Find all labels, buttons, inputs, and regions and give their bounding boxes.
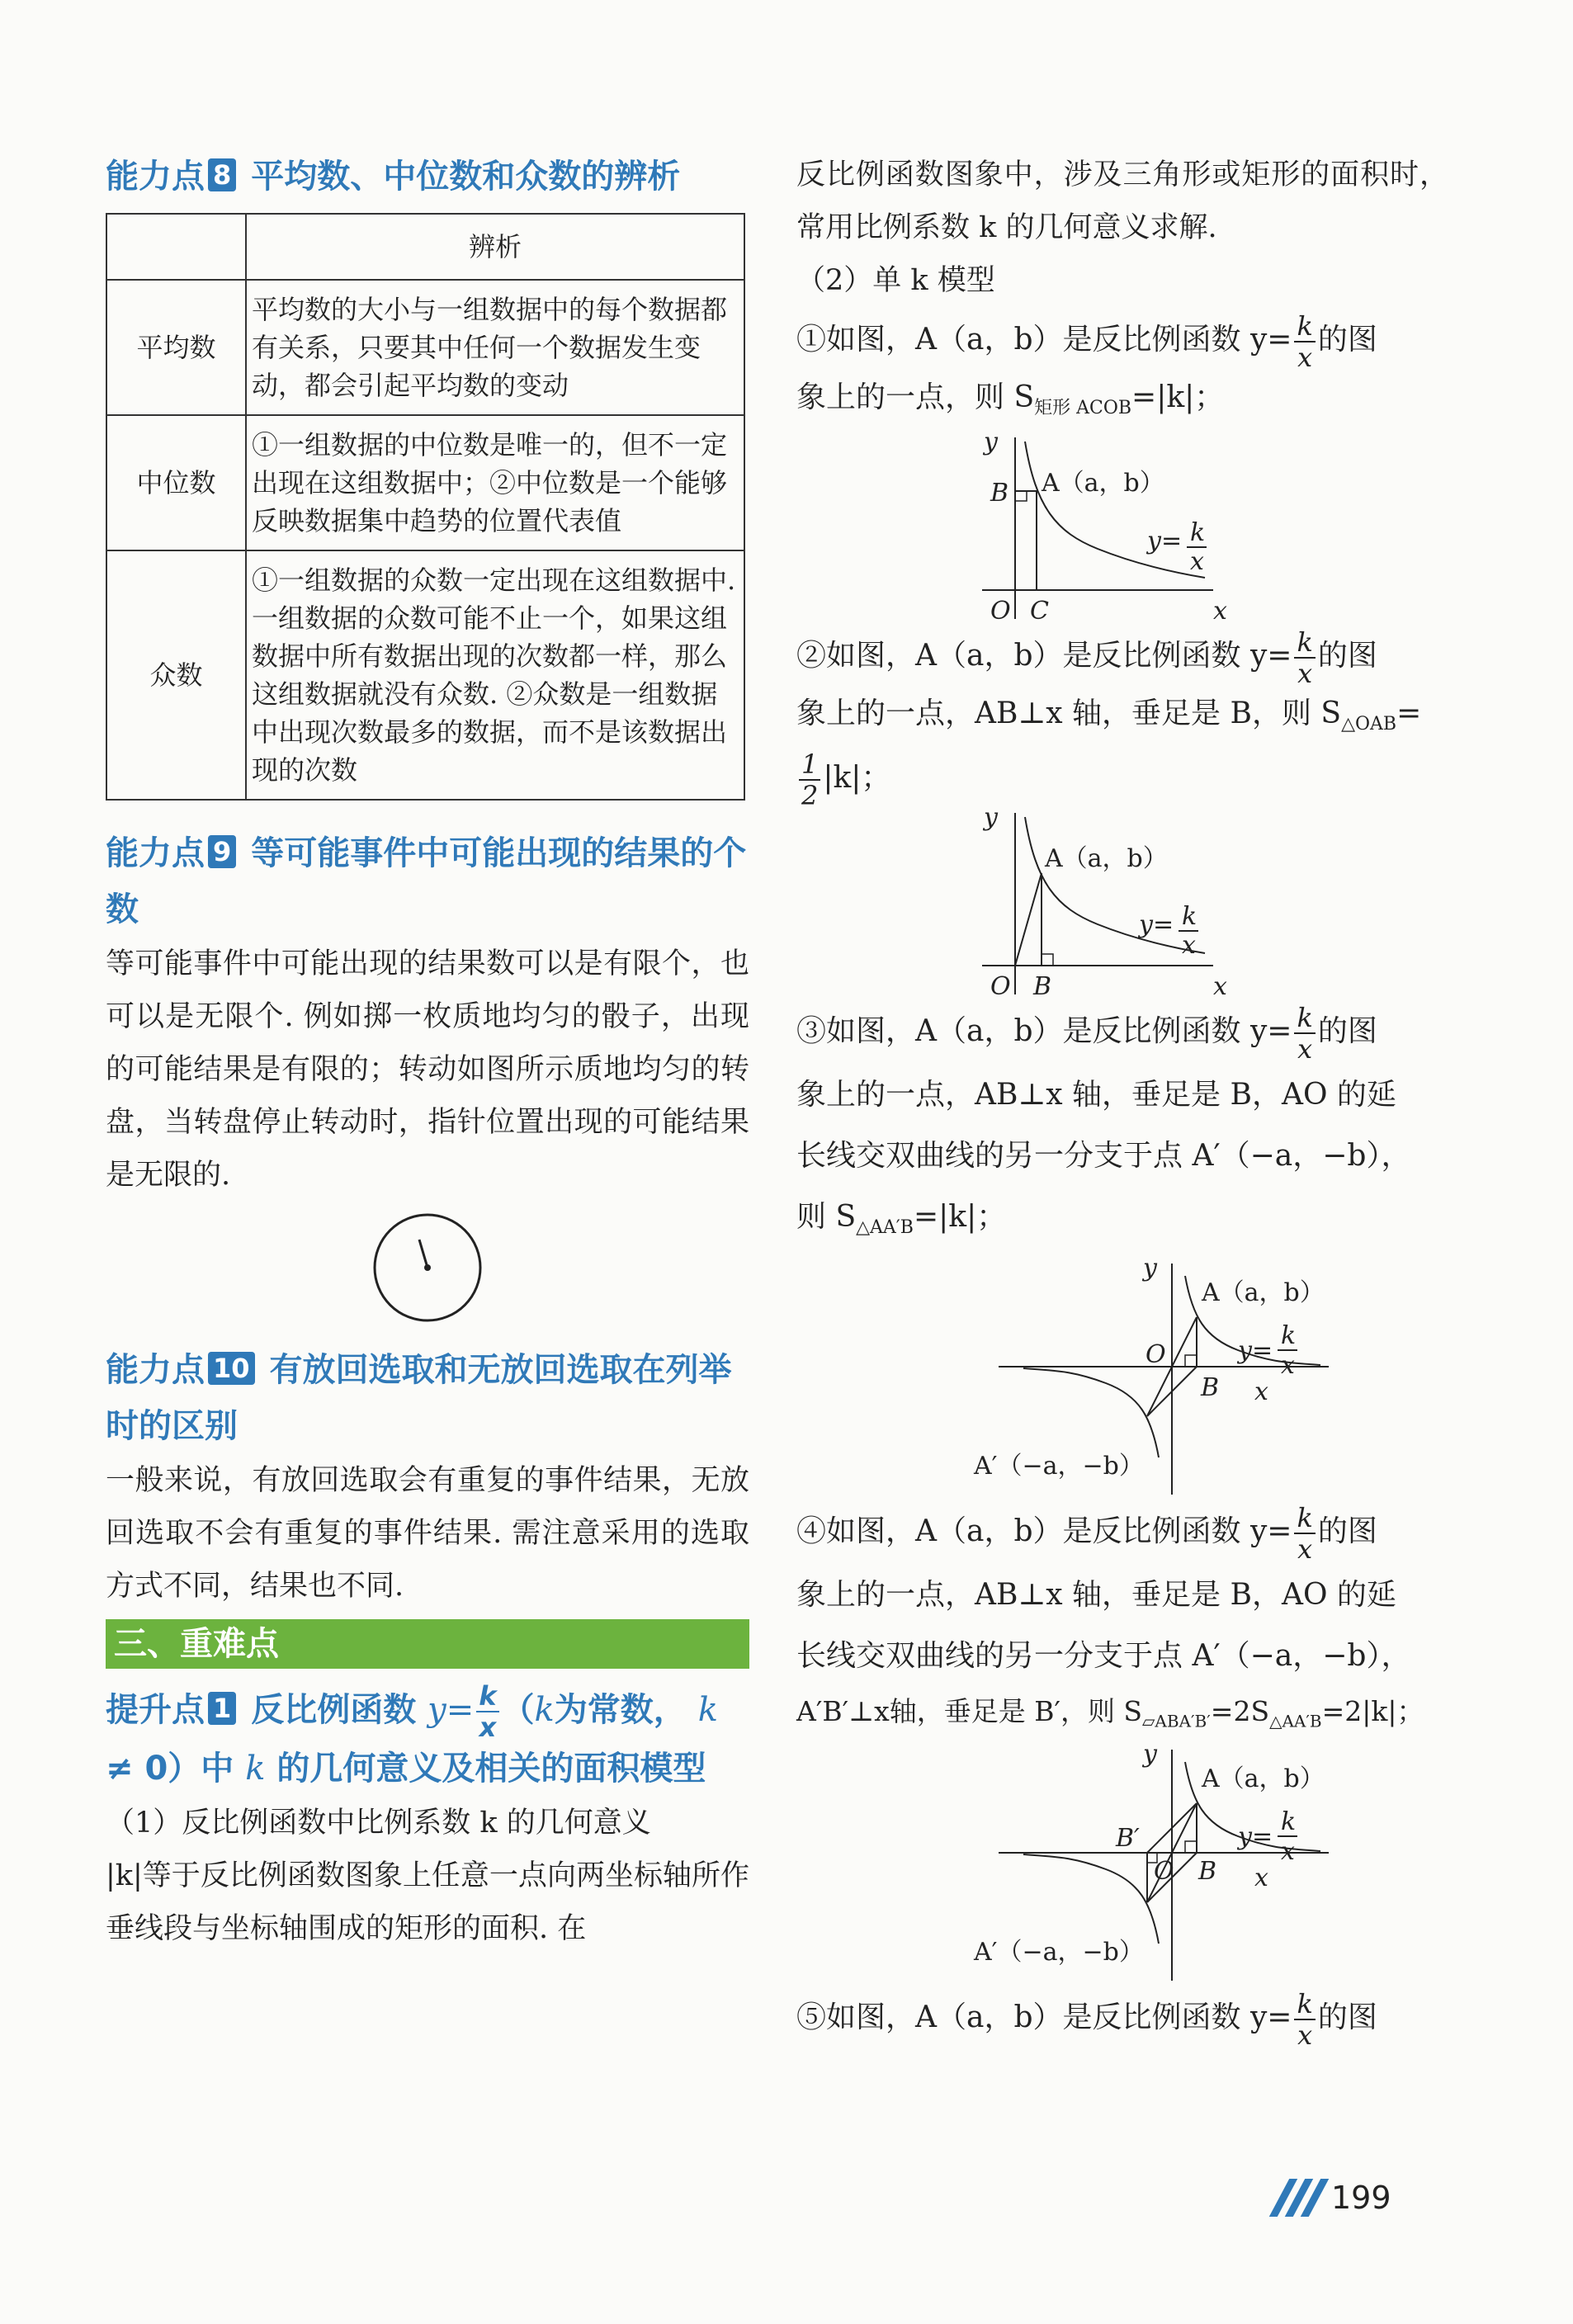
frac-numerator: k bbox=[476, 1683, 498, 1712]
table-header-row bbox=[106, 214, 744, 280]
point-label-o: O bbox=[1146, 1339, 1166, 1369]
figure-4 bbox=[796, 1745, 1448, 1985]
subscript: ▱ABA′B′ bbox=[1142, 1711, 1211, 1731]
item-text: A′B′⊥x轴，垂足是 B′，则 S bbox=[796, 1694, 1143, 1727]
paragraph-sub1b: |k|等于反比例函数图象上任意一点向两坐标轴所作垂线段与坐标轴围成的矩形的面积. 在 bbox=[106, 1859, 749, 1945]
table-row bbox=[106, 550, 744, 800]
comparison-table bbox=[106, 213, 745, 801]
frac-denominator: x bbox=[1297, 342, 1313, 373]
point-label-c: C bbox=[1030, 597, 1049, 624]
fraction-k-over-x bbox=[1294, 310, 1315, 373]
kp-number: 10 bbox=[208, 1352, 255, 1385]
paragraph-kp9: 等可能事件中可能出现的结果数可以是有限个，也可以是无限个. 例如掷一枚质地均匀的骰子，出现的可能结果是有限的；转动如图所示质地均匀的转盘，当转盘停止转动时，指针位置出现的可能结果是无限的. bbox=[106, 947, 749, 1192]
item-text: 的图 bbox=[1317, 323, 1377, 357]
item-4-line: 长线交双曲线的另一分支于点 A′（−a，−b）， bbox=[796, 1638, 1411, 1673]
axis-label-x: x bbox=[1254, 1377, 1268, 1406]
axis-label-y: y bbox=[1143, 1259, 1157, 1282]
curve-label-k: k bbox=[1281, 1320, 1297, 1350]
item-text: 象上的一点，则 S bbox=[796, 380, 1035, 414]
kp-title: 等可能事件中可能出现的结果的个数 bbox=[106, 834, 747, 928]
point-label-b: B bbox=[1198, 1857, 1217, 1887]
figure-3 bbox=[796, 1259, 1448, 1499]
kp-label: 能力点 bbox=[106, 834, 205, 872]
curve-label-x: x bbox=[1182, 931, 1196, 961]
item-3-line bbox=[796, 1187, 1448, 1259]
paragraph-model-heading: （2）单 k 模型 bbox=[796, 264, 995, 297]
point-label-a: A（a，b） bbox=[1202, 1764, 1325, 1794]
item-text: ⑤如图，A（a，b）是反比例函数 y= bbox=[796, 2000, 1292, 2035]
kp-number: 9 bbox=[208, 835, 236, 868]
paragraph-kp10: 一般来说，有放回选取会有重复的事件结果，无放回选取不会有重复的事件结果. 需注意采用的选取方式不同，结果也不同. bbox=[106, 1464, 749, 1603]
table-desc: ①一组数据的众数一定出现在这组数据中. 一组数据的众数可能不止一个，如果这组数据中所有数据出现的次数都一样，那么这组数据就没有众数. ②众数是一组数据中出现次数最多的数据，而不是该数据出现的次数 bbox=[246, 550, 744, 800]
item-2-line bbox=[796, 623, 1448, 689]
frac-denominator: x bbox=[1297, 1033, 1313, 1065]
frac-denominator: 2 bbox=[801, 780, 819, 812]
heading-kp9 bbox=[106, 825, 749, 938]
frac-numerator: k bbox=[1294, 1004, 1315, 1034]
left-column bbox=[106, 149, 749, 1955]
fraction-k-over-x bbox=[1294, 626, 1315, 690]
graph-triangle-aab bbox=[875, 1259, 1370, 1499]
subscript: △AA′B bbox=[1269, 1711, 1322, 1731]
tp-label: 提升点 bbox=[106, 1691, 205, 1729]
point-label-a: A（a，b） bbox=[1045, 844, 1168, 874]
curve-label: y= bbox=[1147, 527, 1183, 556]
item-text: |k|； bbox=[823, 761, 891, 796]
item-text: =2S bbox=[1210, 1694, 1270, 1727]
tp-title-part: 反比例函数 bbox=[251, 1691, 417, 1729]
tp-formula-y: y= bbox=[427, 1691, 475, 1729]
point-label-a: A（a，b） bbox=[1202, 1278, 1325, 1307]
point-label-o: O bbox=[1154, 1857, 1174, 1887]
curve-label-x: x bbox=[1190, 547, 1204, 577]
spinner-figure bbox=[106, 1210, 749, 1334]
point-label-b-prime: B′ bbox=[1116, 1824, 1140, 1854]
curve-label-k: k bbox=[1190, 518, 1206, 548]
point-label-o: O bbox=[990, 972, 1011, 999]
axis-label-x: x bbox=[1213, 597, 1227, 624]
right-column bbox=[796, 149, 1448, 2051]
frac-numerator: k bbox=[1294, 1504, 1315, 1534]
item-text: ①如图，A（a，b）是反比例函数 y= bbox=[796, 323, 1292, 357]
fraction-k-over-x bbox=[1294, 1501, 1315, 1565]
heading-kp10 bbox=[106, 1342, 749, 1454]
item-4-line: 象上的一点，AB⊥x 轴，垂足是 B，AO 的延 bbox=[796, 1577, 1396, 1612]
subscript: △AA′B bbox=[856, 1217, 914, 1239]
frac-numerator: 1 bbox=[799, 751, 820, 781]
item-1-line bbox=[796, 373, 1448, 433]
table-header: 辨析 bbox=[246, 214, 744, 280]
item-text: ②如图，A（a，b）是反比例函数 y= bbox=[796, 639, 1292, 673]
tp-title-part: 为常数， bbox=[554, 1691, 687, 1729]
point-label-b: B bbox=[990, 479, 1009, 508]
tp-number: 1 bbox=[208, 1692, 236, 1725]
table-row bbox=[106, 280, 744, 415]
figure-1 bbox=[796, 433, 1448, 623]
kp-number: 8 bbox=[208, 158, 236, 191]
table-desc: ①一组数据的中位数是唯一的，但不一定出现在这组数据中；②中位数是一个能够反映数据集中趋势的位置代表值 bbox=[246, 415, 744, 550]
subscript: 矩形 ACOB bbox=[1034, 398, 1132, 419]
item-3-line: 长线交双曲线的另一分支于点 A′（−a，−b）， bbox=[796, 1139, 1411, 1174]
kp-label: 能力点 bbox=[106, 158, 205, 196]
page-number-text: 199 bbox=[1331, 2180, 1391, 2216]
fraction-k-over-x bbox=[1294, 1988, 1315, 2052]
item-text: =|k|； bbox=[913, 1200, 1007, 1235]
point-label-a: A（a，b） bbox=[1042, 469, 1164, 498]
graph-triangle-oab bbox=[966, 809, 1279, 999]
item-text: 象上的一点，AB⊥x 轴，垂足是 B，则 S bbox=[796, 697, 1342, 731]
item-text: 的图 bbox=[1317, 639, 1377, 673]
item-text: 的图 bbox=[1317, 1014, 1377, 1049]
page-stripes-icon bbox=[1279, 2179, 1326, 2217]
table-row bbox=[106, 415, 744, 550]
fraction-k-over-x bbox=[476, 1680, 498, 1743]
tp-title-part: 的几何意义及相关的面积模型 bbox=[265, 1750, 706, 1788]
tp-k: k bbox=[697, 1691, 718, 1729]
frac-denominator: x bbox=[479, 1712, 497, 1743]
item-2-line bbox=[796, 689, 1448, 749]
heading-kp8 bbox=[106, 149, 749, 205]
graph-rectangle-acob bbox=[966, 433, 1279, 623]
item-4-line bbox=[796, 1687, 1448, 1746]
section-title: 三、重难点 bbox=[106, 1619, 749, 1669]
axis-label-y: y bbox=[984, 809, 998, 833]
axis-label-x: x bbox=[1213, 972, 1227, 999]
graph-parallelogram bbox=[875, 1745, 1370, 1985]
item-text: =2|k|； bbox=[1321, 1694, 1424, 1727]
frac-numerator: k bbox=[1294, 629, 1315, 659]
point-label-b: B bbox=[1201, 1372, 1220, 1402]
fraction-k-over-x bbox=[1294, 1002, 1315, 1065]
item-text: ④如图，A（a，b）是反比例函数 y= bbox=[796, 1514, 1292, 1548]
table-desc: 平均数的大小与一组数据中的每个数据都有关系，只要其中任何一个数据发生变动，都会引起平均数的变动 bbox=[246, 280, 744, 415]
item-3-line bbox=[796, 999, 1448, 1065]
item-text: = bbox=[1396, 697, 1422, 731]
item-3-line: 象上的一点，AB⊥x 轴，垂足是 B，AO 的延 bbox=[796, 1078, 1396, 1112]
item-text: =|k|； bbox=[1131, 380, 1225, 414]
item-text: ③如图，A（a，b）是反比例函数 y= bbox=[796, 1014, 1292, 1049]
subscript: △OAB bbox=[1341, 714, 1397, 735]
axis-label-x: x bbox=[1254, 1863, 1268, 1893]
frac-denominator: x bbox=[1297, 2019, 1313, 2052]
frac-denominator: x bbox=[1297, 658, 1313, 690]
paragraph-continued: 反比例函数图象中，涉及三角形或矩形的面积时，常用比例系数 k 的几何意义求解. bbox=[796, 158, 1448, 244]
axis-label-y: y bbox=[1143, 1745, 1157, 1769]
table-term: 平均数 bbox=[106, 280, 246, 415]
item-4-line bbox=[796, 1499, 1448, 1565]
point-label-b: B bbox=[1033, 972, 1052, 999]
curve-label: y= bbox=[1238, 1822, 1273, 1852]
frac-numerator: k bbox=[1294, 313, 1315, 342]
tp-k: k bbox=[245, 1750, 266, 1788]
figure-2 bbox=[796, 809, 1448, 999]
axis-label-y: y bbox=[984, 433, 998, 457]
curve-label-x: x bbox=[1281, 1837, 1295, 1867]
item-text: 的图 bbox=[1317, 1514, 1377, 1548]
fraction-one-half bbox=[799, 749, 820, 812]
table-term: 中位数 bbox=[106, 415, 246, 550]
curve-label-k: k bbox=[1281, 1807, 1297, 1837]
tp-title-part: ≠ 0）中 bbox=[106, 1750, 246, 1788]
paragraph-sub1: （1）反比例函数中比例系数 k 的几何意义 bbox=[106, 1807, 651, 1840]
item-1-line bbox=[796, 307, 1448, 373]
item-text: 则 S bbox=[796, 1200, 857, 1235]
curve-label-k: k bbox=[1182, 902, 1197, 932]
curve-label: y= bbox=[1139, 910, 1174, 940]
curve-label-x: x bbox=[1281, 1350, 1295, 1380]
table-header-empty bbox=[106, 214, 246, 280]
spinner-icon bbox=[370, 1210, 485, 1325]
point-label-o: O bbox=[990, 597, 1011, 624]
kp-label: 能力点 bbox=[106, 1351, 205, 1389]
tp-k: k bbox=[534, 1691, 555, 1729]
table-term: 众数 bbox=[106, 550, 246, 800]
item-2-line bbox=[796, 749, 1448, 812]
kp-title: 有放回选取和无放回选取在列举时的区别 bbox=[106, 1351, 732, 1445]
item-text: 的图 bbox=[1317, 2000, 1377, 2035]
item-5-line bbox=[796, 1985, 1448, 2051]
frac-denominator: x bbox=[1297, 1533, 1313, 1565]
curve-label: y= bbox=[1238, 1335, 1273, 1365]
heading-tp1 bbox=[106, 1682, 749, 1797]
tp-title-part: （ bbox=[501, 1691, 535, 1729]
point-label-a-prime: A′（−a，−b） bbox=[974, 1451, 1144, 1481]
point-label-a-prime: A′（−a，−b） bbox=[974, 1938, 1144, 1967]
frac-numerator: k bbox=[1294, 1991, 1315, 2020]
kp-title: 平均数、中位数和众数的辨析 bbox=[251, 158, 681, 196]
page-number bbox=[1279, 2179, 1391, 2217]
